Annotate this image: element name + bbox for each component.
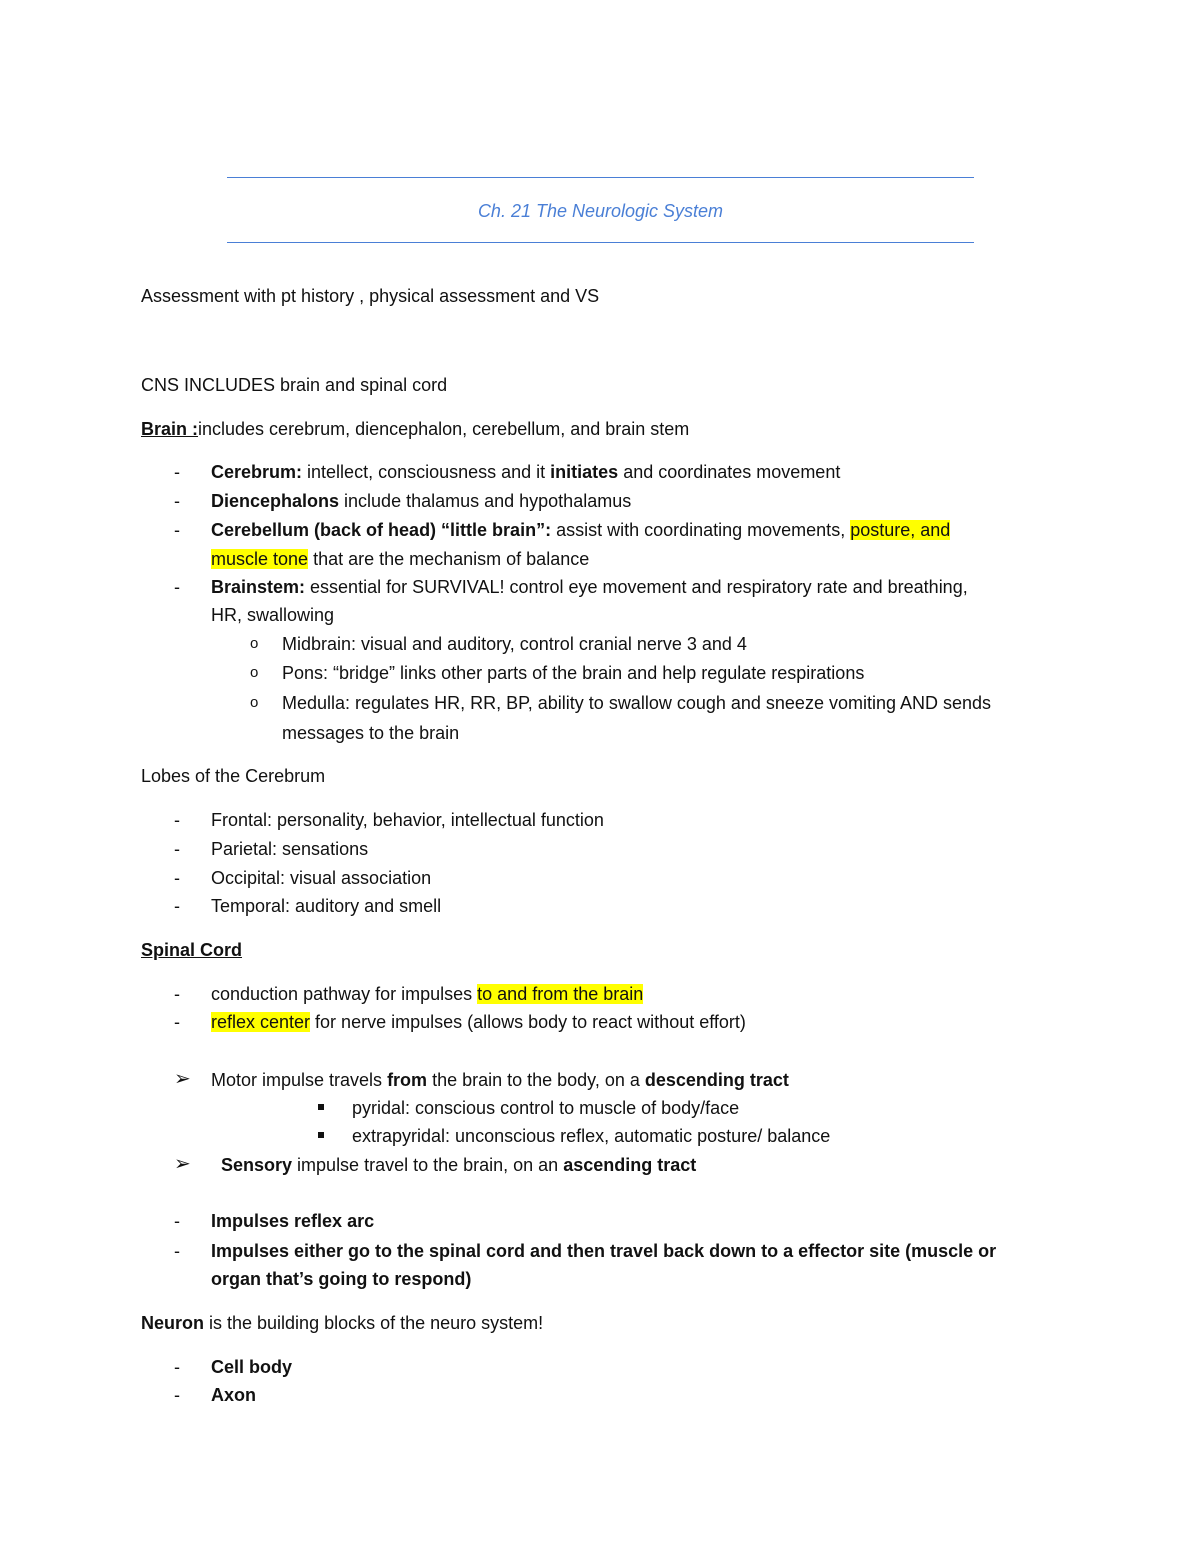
dash-marker: -: [174, 491, 180, 511]
dash-marker: -: [174, 1385, 180, 1405]
dash-marker: -: [174, 839, 180, 859]
arrow-bullet-icon: ➢: [174, 1153, 191, 1175]
emphasis: ascending tract: [563, 1155, 697, 1175]
header-rule-top: [227, 177, 974, 178]
dash-marker: -: [174, 1211, 180, 1231]
brain-text: includes cerebrum, diencephalon, cerebellum, and brain stem: [198, 419, 690, 439]
dash-marker: -: [174, 462, 180, 482]
list-item-cerebellum: [211, 518, 950, 542]
term: Diencephalons: [211, 491, 340, 511]
dash-marker: -: [174, 810, 180, 830]
highlighted-text: to and from the brain: [477, 984, 644, 1004]
emphasis: Sensory: [221, 1155, 293, 1175]
sub-item-medulla-cont: messages to the brain: [282, 723, 460, 743]
item-text: that are the mechanism of balance: [308, 549, 590, 569]
list-item-axon: Axon: [211, 1385, 256, 1405]
emphasis: from: [387, 1070, 428, 1090]
list-item-cerebellum-cont: [211, 547, 589, 571]
item-text: assist with coordinating movements,: [551, 520, 851, 540]
term: Cerebrum:: [211, 462, 303, 482]
page-title: Ch. 21 The Neurologic System: [477, 201, 724, 221]
cns-text: CNS INCLUDES brain and spinal cord: [141, 375, 448, 395]
list-item-impulses-cont: organ that’s going to respond): [211, 1269, 472, 1289]
item-text: and coordinates movement: [618, 462, 841, 482]
dash-marker: -: [174, 868, 180, 888]
list-item-occipital: Occipital: visual association: [211, 868, 432, 888]
item-text: the brain to the body, on a: [427, 1070, 645, 1090]
list-item-brainstem: [211, 575, 968, 599]
list-item-temporal: Temporal: auditory and smell: [211, 896, 442, 916]
term: Neuron: [141, 1313, 204, 1333]
brain-label: Brain :: [141, 419, 199, 439]
brain-heading: [141, 417, 689, 441]
intro-text: Assessment with pt history , physical assessment and VS: [141, 286, 600, 306]
dash-marker: -: [174, 1241, 180, 1261]
item-text: Motor impulse travels: [211, 1070, 388, 1090]
list-item-parietal: Parietal: sensations: [211, 839, 369, 859]
list-item-cell-body: Cell body: [211, 1357, 293, 1377]
sub-item-medulla: Medulla: regulates HR, RR, BP, ability to swallow cough and sneeze vomiting AND sends: [282, 693, 992, 713]
list-item-pyridal: pyridal: conscious control to muscle of body/face: [352, 1098, 740, 1118]
list-item-reflex-center: [211, 1010, 746, 1034]
item-text: for nerve impulses (allows body to react without effort): [310, 1012, 746, 1032]
neuron-heading: [141, 1311, 543, 1335]
emphasis: initiates: [550, 462, 619, 482]
item-text: impulse travel to the brain, on an: [292, 1155, 564, 1175]
term: Cerebellum (back of head) “little brain”:: [211, 520, 552, 540]
emphasis: descending tract: [644, 1070, 789, 1090]
item-text: essential for SURVIVAL! control eye movement and respiratory rate and breathing,: [305, 577, 968, 597]
square-bullet-icon: [318, 1104, 324, 1110]
term: Brainstem:: [211, 577, 306, 597]
item-text: include thalamus and hypothalamus: [339, 491, 632, 511]
sub-item-pons: Pons: “bridge” links other parts of the brain and help regulate respirations: [282, 663, 865, 683]
sub-marker: o: [250, 694, 259, 711]
dash-marker: -: [174, 1357, 180, 1377]
arrow-bullet-icon: ➢: [174, 1068, 191, 1090]
sub-marker: o: [250, 664, 259, 681]
dash-marker: -: [174, 577, 180, 597]
list-item-impulses: Impulses either go to the spinal cord and then travel back down to a effector site (muscle or: [211, 1241, 997, 1261]
highlighted-text: muscle tone: [211, 549, 309, 569]
highlighted-text: reflex center: [211, 1012, 311, 1032]
lobes-heading: Lobes of the Cerebrum: [141, 766, 326, 786]
list-item-conduction: [211, 982, 643, 1006]
list-item-sensory: [221, 1153, 696, 1177]
item-text: conduction pathway for impulses: [211, 984, 478, 1004]
list-item-reflex-arc: Impulses reflex arc: [211, 1211, 375, 1231]
sub-item-midbrain: Midbrain: visual and auditory, control cranial nerve 3 and 4: [282, 634, 747, 654]
spinal-heading: Spinal Cord: [141, 940, 243, 960]
dash-marker: -: [174, 984, 180, 1004]
item-text: is the building blocks of the neuro system!: [204, 1313, 544, 1333]
square-bullet-icon: [318, 1132, 324, 1138]
dash-marker: -: [174, 1012, 180, 1032]
list-item-brainstem-cont: HR, swallowing: [211, 605, 335, 625]
sub-marker: o: [250, 635, 259, 652]
list-item-motor: [211, 1068, 789, 1092]
list-item-frontal: Frontal: personality, behavior, intellectual function: [211, 810, 604, 830]
dash-marker: -: [174, 520, 180, 540]
header-rule-bottom: [227, 242, 974, 243]
list-item-extrapyridal: extrapyridal: unconscious reflex, automatic posture/ balance: [352, 1126, 831, 1146]
dash-marker: -: [174, 896, 180, 916]
list-item-diencephalons: [211, 489, 631, 513]
highlighted-text: posture, and: [850, 520, 951, 540]
item-text: intellect, consciousness and it: [302, 462, 551, 482]
list-item-cerebrum: [211, 460, 840, 484]
